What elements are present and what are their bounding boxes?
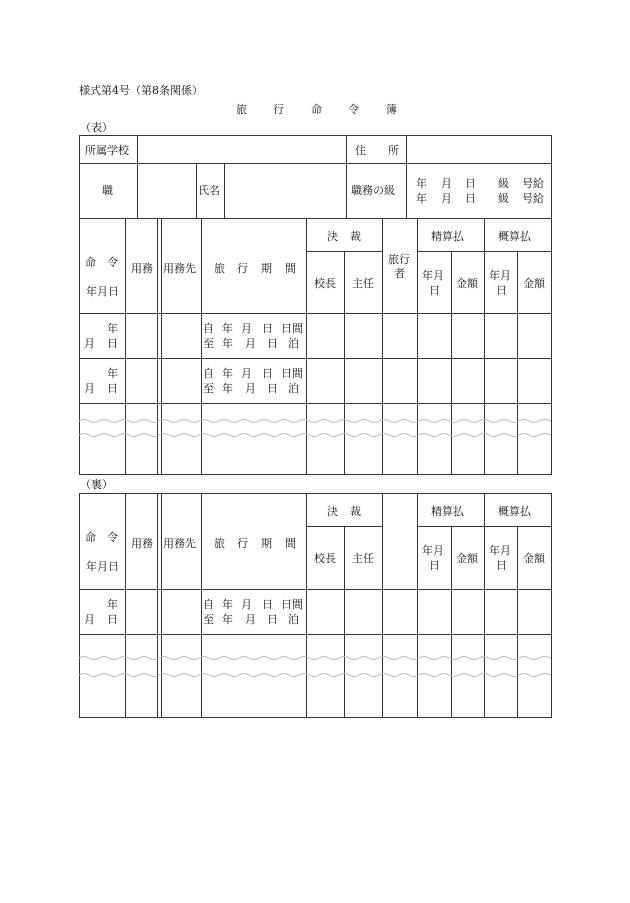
rule xyxy=(79,163,552,164)
rule xyxy=(79,493,552,494)
from-char: 自 xyxy=(203,322,214,335)
order-col-char: 令 xyxy=(107,531,118,544)
year-char: 年 xyxy=(107,367,118,380)
day-char: 日 xyxy=(465,177,476,190)
form-number-label: 様式第4号（第8条関係） xyxy=(79,84,203,97)
year-char: 年 xyxy=(222,322,233,335)
rule xyxy=(224,163,225,218)
rule xyxy=(79,493,80,718)
traveler-col: 旅行 xyxy=(388,253,410,266)
advance-ymd-col: 年月 xyxy=(489,269,511,282)
title-char: 行 xyxy=(273,103,284,116)
period-char: 期 xyxy=(261,262,272,275)
duty-col: 用務 xyxy=(131,262,153,275)
order-col-char: 命 xyxy=(85,531,96,544)
rule xyxy=(484,493,485,718)
rule xyxy=(517,526,518,718)
year-char: 年 xyxy=(107,322,118,335)
advance-col: 概算払 xyxy=(498,505,531,518)
period-char: 旅 xyxy=(214,262,225,275)
advance-ymd-col: 年月 xyxy=(489,544,511,557)
period-char: 旅 xyxy=(214,537,225,550)
settlement-col: 精算払 xyxy=(431,505,464,518)
advance-amount-col: 金額 xyxy=(523,552,545,565)
rule xyxy=(344,526,345,718)
day-char: 日 xyxy=(107,337,118,350)
day-char: 日 xyxy=(107,382,118,395)
rule xyxy=(125,493,126,718)
month-char: 月 xyxy=(441,192,452,205)
order-date-col: 年月日 xyxy=(86,285,119,298)
day-char: 日 xyxy=(262,367,273,380)
rule xyxy=(79,135,552,136)
grade-char: 級 xyxy=(498,177,509,190)
settle-ymd-col: 日 xyxy=(429,284,440,297)
step-char: 号給 xyxy=(522,177,544,190)
rule xyxy=(79,403,552,404)
settle-amount-col: 金額 xyxy=(456,552,478,565)
year-char: 年 xyxy=(222,382,233,395)
omission-wave xyxy=(79,654,551,666)
rule xyxy=(201,493,202,718)
period-char: 行 xyxy=(237,262,248,275)
position-label: 職 xyxy=(102,184,113,197)
day-char: 日 xyxy=(267,382,278,395)
rule xyxy=(196,163,197,218)
rule xyxy=(157,493,158,718)
to-char: 至 xyxy=(203,382,214,395)
rule xyxy=(551,135,552,475)
duty-col: 用務 xyxy=(131,537,153,550)
days-char: 日間 xyxy=(281,322,303,335)
month-char: 月 xyxy=(241,367,252,380)
traveler-col: 者 xyxy=(394,267,405,280)
month-char: 月 xyxy=(441,177,452,190)
rule xyxy=(346,135,347,218)
month-char: 月 xyxy=(245,613,256,626)
advance-ymd-col: 日 xyxy=(496,284,507,297)
to-char: 至 xyxy=(203,337,214,350)
school-label: 所属学校 xyxy=(85,144,129,157)
day-char: 日 xyxy=(107,613,118,626)
rule xyxy=(79,313,552,314)
days-char: 日間 xyxy=(281,367,303,380)
title-char: 命 xyxy=(311,103,322,116)
rule xyxy=(551,493,552,718)
rule xyxy=(79,717,552,718)
rule xyxy=(417,493,418,718)
advance-amount-col: 金額 xyxy=(523,277,545,290)
grade-label: 職務の級 xyxy=(351,184,395,197)
day-char: 日 xyxy=(267,613,278,626)
decision-char: 裁 xyxy=(350,230,361,243)
rule xyxy=(406,135,407,218)
rule xyxy=(79,474,552,475)
decision-char: 決 xyxy=(327,505,338,518)
month-char: 月 xyxy=(241,322,252,335)
title-char: 令 xyxy=(348,103,359,116)
year-char: 年 xyxy=(416,192,427,205)
order-date-col: 年月日 xyxy=(86,560,119,573)
settle-amount-col: 金額 xyxy=(456,277,478,290)
front-side-label: （表） xyxy=(80,121,113,134)
period-char: 期 xyxy=(261,537,272,550)
rule xyxy=(79,634,552,635)
from-char: 自 xyxy=(203,367,214,380)
name-label: 氏名 xyxy=(198,184,220,197)
address-label-char: 住 xyxy=(355,144,366,157)
decision-char: 裁 xyxy=(350,505,361,518)
settle-ymd-col: 日 xyxy=(429,559,440,572)
month-char: 月 xyxy=(84,613,95,626)
omission-wave xyxy=(79,671,551,683)
order-col-char: 命 xyxy=(85,256,96,269)
rule xyxy=(79,218,552,219)
period-char: 行 xyxy=(237,537,248,550)
settle-ymd-col: 年月 xyxy=(422,544,444,557)
chief-col: 主任 xyxy=(352,277,374,290)
omission-wave xyxy=(79,417,551,429)
day-char: 日 xyxy=(262,598,273,611)
period-char: 間 xyxy=(285,262,296,275)
nights-char: 泊 xyxy=(288,382,299,395)
omission-wave xyxy=(79,431,551,443)
settlement-col: 精算払 xyxy=(431,230,464,243)
days-char: 日間 xyxy=(281,598,303,611)
title-char: 簿 xyxy=(386,103,397,116)
year-char: 年 xyxy=(222,337,233,350)
period-char: 間 xyxy=(285,537,296,550)
from-char: 自 xyxy=(203,598,214,611)
rule xyxy=(79,358,552,359)
order-col-char: 令 xyxy=(107,256,118,269)
month-char: 月 xyxy=(84,337,95,350)
advance-col: 概算払 xyxy=(498,230,531,243)
to-char: 至 xyxy=(203,613,214,626)
rule xyxy=(382,493,383,718)
rule xyxy=(137,135,138,218)
year-char: 年 xyxy=(107,598,118,611)
year-char: 年 xyxy=(222,367,233,380)
settle-ymd-col: 年月 xyxy=(422,269,444,282)
back-side-label: （裏） xyxy=(80,478,113,491)
principal-col: 校長 xyxy=(314,277,336,290)
day-char: 日 xyxy=(262,322,273,335)
rule xyxy=(306,493,307,718)
principal-col: 校長 xyxy=(314,552,336,565)
year-char: 年 xyxy=(416,177,427,190)
nights-char: 泊 xyxy=(288,613,299,626)
step-char: 号給 xyxy=(522,192,544,205)
month-char: 月 xyxy=(241,598,252,611)
title-char: 旅 xyxy=(236,103,247,116)
year-char: 年 xyxy=(222,598,233,611)
year-char: 年 xyxy=(222,613,233,626)
rule xyxy=(161,493,162,718)
advance-ymd-col: 日 xyxy=(496,559,507,572)
nights-char: 泊 xyxy=(288,337,299,350)
destination-col: 用務先 xyxy=(163,537,196,550)
rule xyxy=(451,526,452,718)
chief-col: 主任 xyxy=(352,552,374,565)
address-label-char: 所 xyxy=(388,144,399,157)
grade-char: 級 xyxy=(498,192,509,205)
decision-char: 決 xyxy=(327,230,338,243)
month-char: 月 xyxy=(84,382,95,395)
month-char: 月 xyxy=(245,337,256,350)
rule xyxy=(79,589,552,590)
day-char: 日 xyxy=(465,192,476,205)
day-char: 日 xyxy=(267,337,278,350)
month-char: 月 xyxy=(245,382,256,395)
destination-col: 用務先 xyxy=(163,262,196,275)
